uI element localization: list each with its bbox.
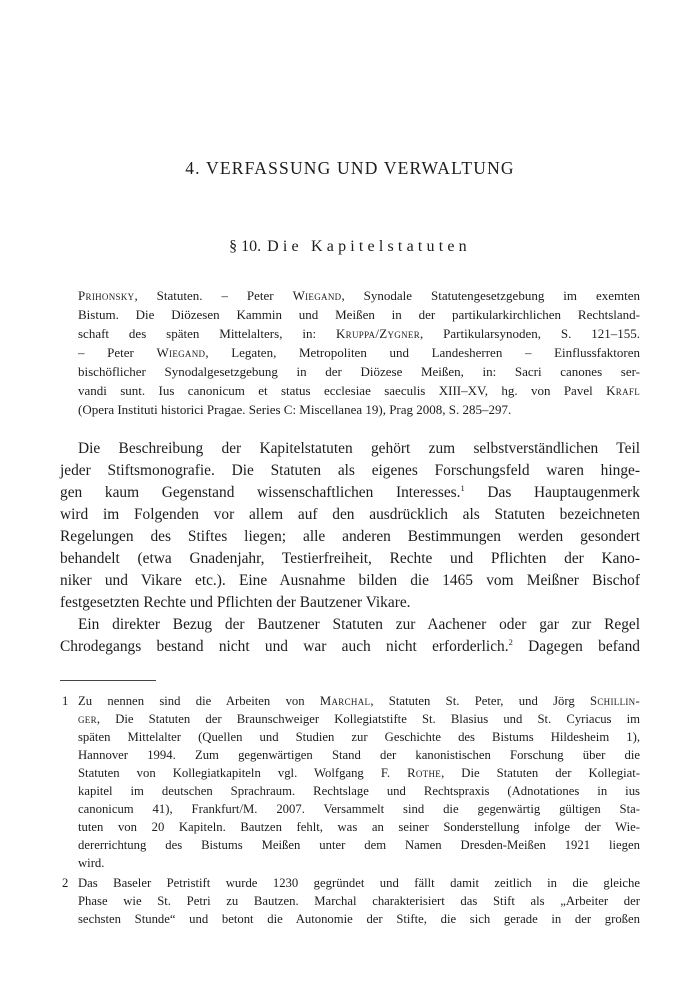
footnote-line: kapitel im deutschen Sprachraum. Rechtslage und Rechtspraxis (Adnotationes in ius (78, 784, 640, 798)
bibliography-line: Prihonsky, Statuten. – Peter Wiegand, Synodale Statutengesetzgebung im exemten (78, 288, 640, 303)
footnote-rule (60, 680, 156, 681)
footnote-line: späten Mittelalter (Quellen und Studien zur Geschichte des Bistums Hildesheim 1), (78, 730, 640, 744)
body-line: Die Beschreibung der Kapitelstatuten gehört zum selbstverständlichen Teil (78, 440, 640, 457)
footnote-line: Hannover 1994. Zum gegenwärtigen Stand der kanonistischen Forschung über die (78, 748, 640, 762)
footnote-line: Das Baseler Petristift wurde 1230 gegründet und fällt damit zeitlich in die gleiche (78, 876, 640, 890)
footnote-line: Zu nennen sind die Arbeiten von Marchal, Statuten St. Peter, und Jörg Schillin- (78, 694, 640, 708)
bibliography-line: bischöflicher Synodalgesetzgebung in der Diözese Meißen, in: Sacri canones ser- (78, 364, 640, 379)
bibliography-line: schaft des späten Mittelalters, in: Kruppa/Zygner, Partikularsynoden, S. 121–155. (78, 326, 641, 341)
footnote-ref: 2 (508, 637, 513, 647)
footnote-line: dererrichtung des Bistums Meißen unter dem Namen Dresden-Meißen 1921 liegen (78, 838, 640, 852)
section-symbol: § 10. (229, 238, 262, 255)
body-line: niker und Vikare etc.). Eine Ausnahme bilden die 1465 vom Meißner Bischof (60, 572, 640, 589)
footnote-line: Statuten von Kollegiatkapiteln vgl. Wolfgang F. Rothe, Die Statuten der Kollegiat- (78, 766, 640, 780)
section-title: Die Kapitelstatuten (267, 238, 471, 255)
footnote-line: sechsten Stunde“ und betont die Autonomie der Stifte, die sich gerade in der großen (78, 912, 640, 926)
bibliography-line: (Opera Instituti historici Pragae. Series C: Miscellanea 19), Prag 2008, S. 285–297. (78, 402, 512, 417)
footnote-ref: 1 (460, 483, 465, 493)
body-line: behandelt (etwa Gnadenjahr, Testierfreiheit, Rechte und Pflichten der Kano- (60, 550, 640, 567)
body-line: wird im Folgenden vor allem auf den ausdrücklich als Statuten bezeichneten (60, 506, 640, 523)
bibliography-line: vandi sunt. Ius canonicum et status ecclesiae saeculis XIII–XV, hg. von Pavel Krafl (78, 383, 640, 398)
chapter-heading: 4. VERFASSUNG UND VERWALTUNG (185, 158, 515, 178)
footnote-line: Phase wie St. Petri zu Bautzen. Marchal charakterisiert das Stift als „Arbeiter der (78, 894, 640, 908)
body-line: jeder Stiftsmonografie. Die Statuten als eigenes Forschungsfeld waren hinge- (60, 462, 640, 479)
footnote-line: wird. (78, 856, 105, 870)
footnote-line: ger, Die Statuten der Braunschweiger Kollegiatstifte St. Blasius und St. Cyriacus im (78, 712, 640, 726)
body-line: festgesetzten Rechte und Pflichten der Bautzener Vikare. (60, 594, 411, 611)
bibliography-line: Bistum. Die Diözesen Kammin und Meißen in der partikularkirchlichen Rechtsland- (78, 307, 640, 322)
footnote-number: 1 (62, 694, 69, 708)
section-heading (0, 238, 700, 256)
body-line: Ein direkter Bezug der Bautzener Statuten zur Aachener oder gar zur Regel (78, 616, 640, 633)
footnote-number: 2 (62, 876, 69, 890)
bibliography-line: – Peter Wiegand, Legaten, Metropoliten und Landesherren – Einflussfaktoren (78, 345, 640, 360)
body-line: Regelungen des Stiftes liegen; alle anderen Bestimmungen werden gesondert (60, 528, 640, 545)
footnote-line: canonicum 41), Frankfurt/M. 2007. Versammelt sind die gegenwärtig gültigen Sta- (78, 802, 640, 816)
body-line: gen kaum Gegenstand wissenschaftlichen Interesses.$^1$ Das Hauptaugenmerk (60, 483, 640, 501)
body-line: Chrodegangs bestand nicht und war auch nicht erforderlich.$^2$ Dagegen befand (60, 637, 640, 655)
footnote-line: tuten von 20 Kapiteln. Bautzen fehlt, was an seiner Sonderstellung infolge der Wie- (78, 820, 640, 834)
